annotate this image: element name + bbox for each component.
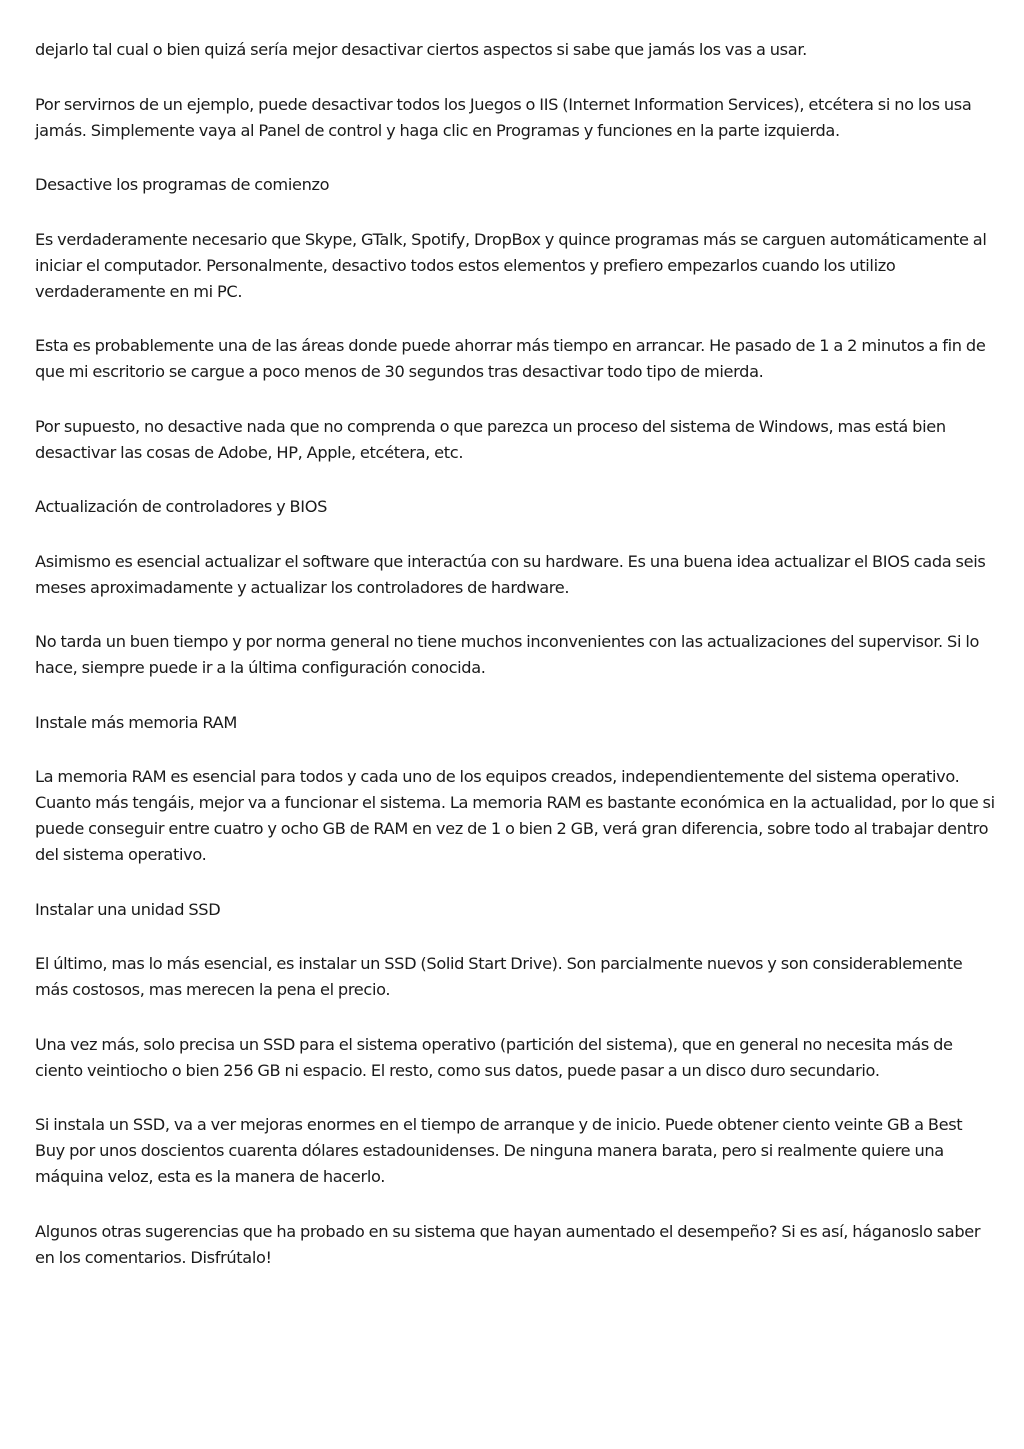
section-heading: Instalar una unidad SSD bbox=[35, 899, 221, 919]
document-page bbox=[35, 37, 995, 1299]
section-heading: Actualización de controladores y BIOS bbox=[35, 497, 328, 516]
paragraph: La memoria RAM es esencial para todos y cada uno de los equipos creados, independientemente del sistema operativo. Cuanto más tengáis, mejor va a funcionar el sistema. La memoria RAM es bastante económica en la actualidad, por lo que si puede conseguir entre cuatro y ocho GB de RAM en vez de 1 o bien 2 GB, verá gran diferencia, sobre todo al trabajar dentro del sistema operativo. bbox=[35, 767, 995, 864]
paragraph: dejarlo tal cual o bien quizá sería mejor desactivar ciertos aspectos si sabe que jamás los vas a usar. bbox=[35, 40, 807, 59]
paragraph: Una vez más, solo precisa un SSD para el sistema operativo (partición del sistema), que en general no necesita más de ciento veintiocho o bien 256 GB ni espacio. El resto, como sus datos, puede pasar a un disco duro secundario. bbox=[35, 1034, 953, 1080]
paragraph: No tarda un buen tiempo y por norma general no tiene muchos inconvenientes con las actualizaciones del supervisor. Si lo hace, siempre puede ir a la última configuración conocida. bbox=[35, 632, 980, 677]
paragraph: Por servirnos de un ejemplo, puede desactivar todos los Juegos o IIS (Internet Information Services), etcétera si no los usa jamás. Simplemente vaya al Panel de control y haga clic en Programas y funciones en la parte izquierda. bbox=[35, 94, 972, 140]
paragraph: Esta es probablemente una de las áreas donde puede ahorrar más tiempo en arrancar. He pasado de 1 a 2 minutos a fin de que mi escritorio se cargue a poco menos de 30 segundos tras desactivar todo tipo de mierda. bbox=[35, 336, 986, 381]
paragraph: Asimismo es esencial actualizar el software que interactúa con su hardware. Es una buena idea actualizar el BIOS cada seis meses aproximadamente y actualizar los controladores de hardware. bbox=[35, 551, 986, 597]
paragraph: Por supuesto, no desactive nada que no comprenda o que parezca un proceso del sistema de Windows, mas está bien desactivar las cosas de Adobe, HP, Apple, etcétera, etc. bbox=[35, 416, 946, 462]
paragraph: Es verdaderamente necesario que Skype, GTalk, Spotify, DropBox y quince programas más se carguen automáticamente al iniciar el computador. Personalmente, desactivo todos estos elementos y prefiero empezarlos cuando los utilizo verdaderamente en mi PC. bbox=[35, 229, 987, 301]
paragraph: Algunos otras sugerencias que ha probado en su sistema que hayan aumentado el desempeño? Si es así, háganoslo saber en los comentarios. Disfrútalo! bbox=[35, 1221, 981, 1267]
section-heading: Desactive los programas de comienzo bbox=[35, 175, 330, 194]
paragraph: Si instala un SSD, va a ver mejoras enormes en el tiempo de arranque y de inicio. Puede obtener ciento veinte GB a Best Buy por unos doscientos cuarenta dólares estadounidenses. De ninguna manera barata, pero si realmente quiere una máquina veloz, esta es la manera de hacerlo. bbox=[35, 1115, 963, 1186]
paragraph: El último, mas lo más esencial, es instalar un SSD (Solid Start Drive). Son parcialmente nuevos y son considerablemente más costosos, mas merecen la pena el precio. bbox=[35, 954, 963, 999]
section-heading: Instale más memoria RAM bbox=[35, 712, 238, 732]
